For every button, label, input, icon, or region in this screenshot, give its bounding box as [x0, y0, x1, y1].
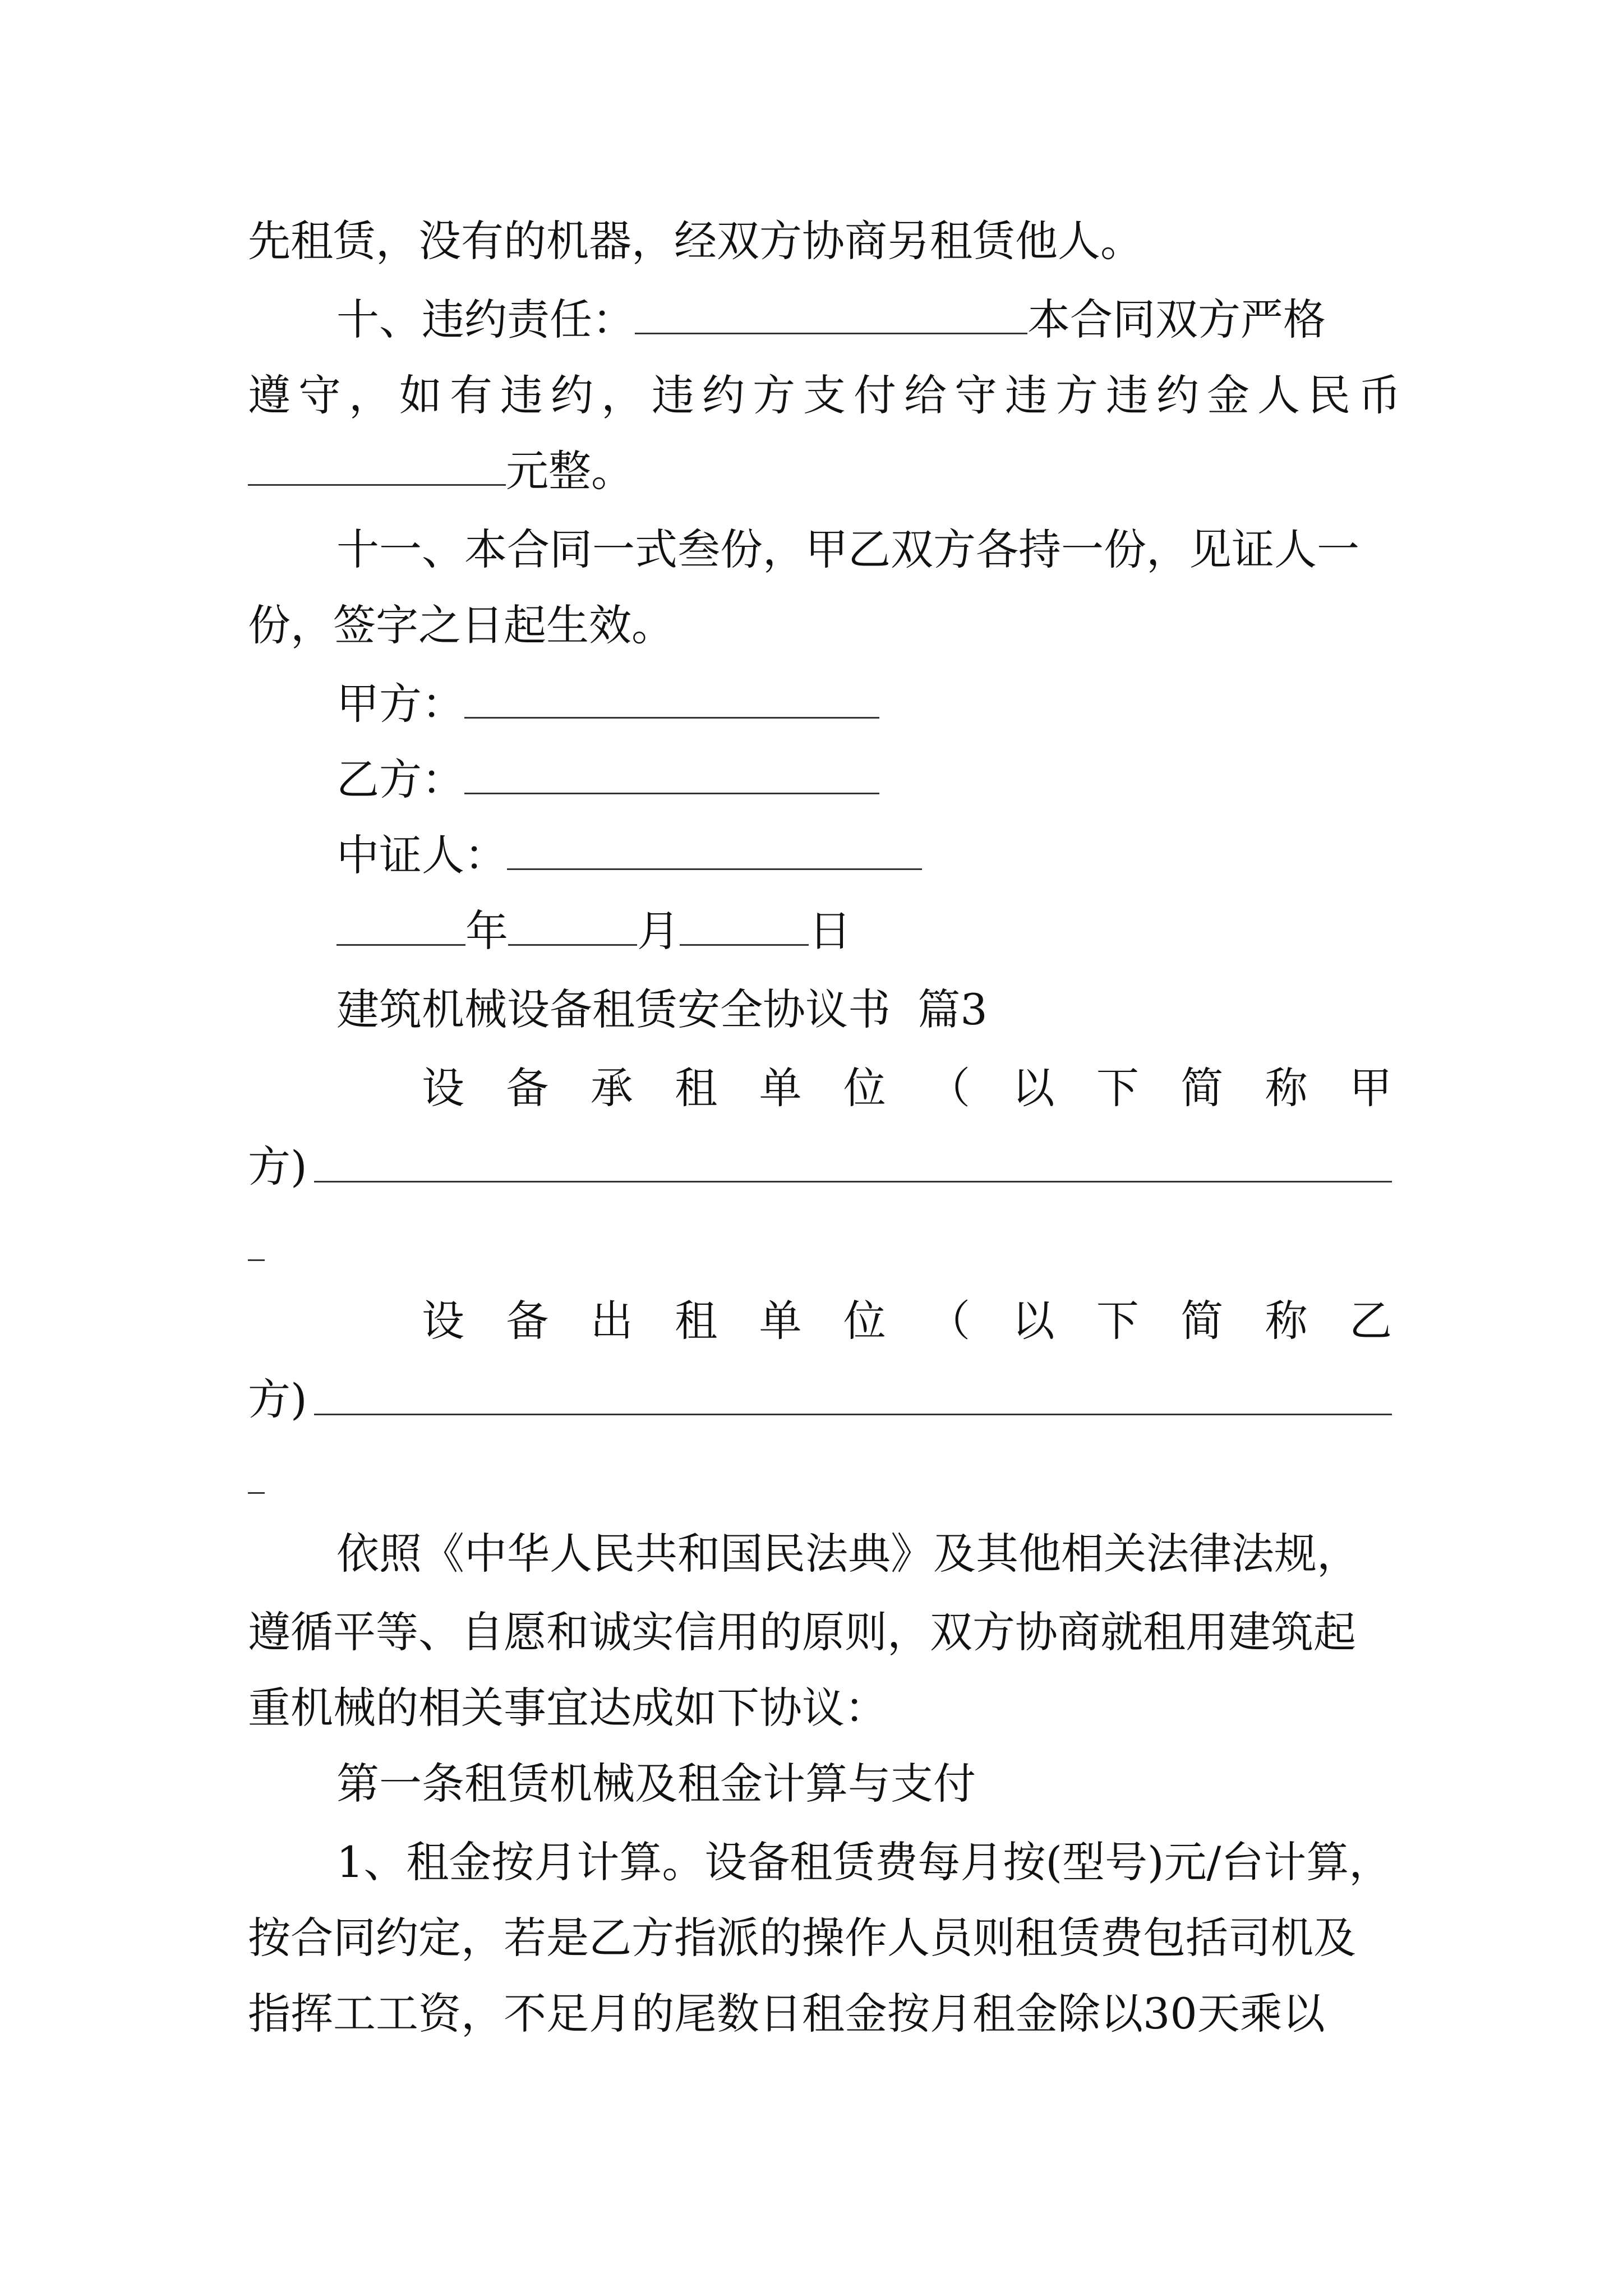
party-b-signature	[336, 752, 1481, 808]
day-blank	[680, 905, 809, 946]
lessee-char: 位	[843, 1063, 886, 1113]
text-line-content: 份，签字之日起生效。	[248, 600, 674, 650]
witness-blank	[507, 829, 922, 870]
lessee-char: 下	[1096, 1063, 1139, 1113]
lessor-char: 设	[422, 1296, 464, 1346]
text-line-content: 按合同约定，若是乙方指派的操作人员则租赁费包括司机及	[248, 1913, 1356, 1963]
penalty-amount-line	[248, 443, 1392, 499]
lessor-name-blank	[314, 1414, 1392, 1415]
text-line-content: 遵循平等、自愿和诚实信用的原则，双方协商就租用建筑起	[248, 1607, 1356, 1657]
text-line-content: 1、租金按月计算。设备租赁费每月按(型号)元/台计算，	[336, 1837, 1392, 1887]
text-line	[248, 1986, 1392, 2042]
lessor-char: 单	[759, 1296, 802, 1346]
text-line	[248, 213, 1392, 269]
lessee-name-line	[248, 1139, 1392, 1195]
lessor-char: 出	[590, 1296, 633, 1346]
text-line-content: 依照《中华人民共和国民法典》及其他相关法律法规，	[336, 1529, 1359, 1579]
witness-signature	[336, 827, 1481, 884]
text-line	[336, 1526, 1392, 1582]
section-title-text: 建筑机械设备租赁安全协议书 篇3	[336, 984, 988, 1034]
text-line	[336, 522, 1392, 578]
lessor-char: 位	[843, 1296, 886, 1346]
lessor-char: 乙	[1349, 1296, 1392, 1346]
lessee-char: 以	[1012, 1063, 1055, 1113]
text-line	[248, 1910, 1392, 1966]
text-line	[248, 1604, 1392, 1660]
text-line-content: 遵守，如有违约，违约方支付给守违方违约金人民币	[248, 370, 1409, 420]
year-blank	[336, 905, 465, 946]
lessor-name-blank-overflow	[248, 1492, 265, 1494]
day-label: 日	[809, 906, 851, 956]
party-b-blank	[464, 753, 879, 794]
lessee-char: 称	[1265, 1063, 1308, 1113]
lessor-char: 以	[1012, 1296, 1055, 1346]
lessor-char: （	[928, 1296, 971, 1346]
lessor-char: 称	[1265, 1296, 1308, 1346]
lessee-name-blank-overflow	[248, 1259, 265, 1261]
breach-blank	[635, 293, 1027, 334]
text-line	[248, 367, 1409, 424]
penalty-unit: 元整。	[506, 446, 634, 496]
article-heading	[336, 1756, 1481, 1812]
text-line-content: 十一、本合同一式叁份，甲乙双方各持一份，见证人一	[336, 524, 1359, 574]
text-line	[248, 597, 1392, 654]
date-line	[336, 903, 1481, 959]
section-title	[336, 982, 1481, 1038]
witness-label: 中证人：	[336, 830, 507, 880]
lessee-char: 简	[1181, 1063, 1224, 1113]
lessee-char: 单	[759, 1063, 802, 1113]
breach-label: 十、违约责任：	[336, 295, 635, 344]
lessor-name-line	[248, 1372, 1392, 1428]
lessee-char: 备	[506, 1063, 549, 1113]
lessee-char: 设	[422, 1063, 464, 1113]
party-a-label: 甲方：	[336, 679, 464, 729]
month-label: 月	[637, 906, 680, 956]
year-label: 年	[465, 906, 508, 956]
lessor-char: 租	[675, 1296, 718, 1346]
text-line	[248, 1680, 1392, 1736]
penalty-blank	[248, 445, 506, 486]
lessor-char: 下	[1096, 1296, 1139, 1346]
text-line-content: 先租赁，没有的机器，经双方协商另租赁他人。	[248, 216, 1143, 266]
lessee-char: （	[928, 1063, 971, 1113]
lessee-char: 甲	[1349, 1063, 1392, 1113]
lessor-tail: 方)	[248, 1374, 307, 1424]
party-a-signature	[336, 676, 1481, 732]
text-line-content: 重机械的相关事宜达成如下协议：	[248, 1683, 887, 1733]
lessor-char: 简	[1181, 1296, 1224, 1346]
month-blank	[508, 905, 637, 946]
text-line-content: 指挥工工资，不足月的尾数日租金按月租金除以30天乘以	[248, 1989, 1325, 2039]
breach-clause-line	[336, 292, 1392, 348]
breach-tail: 本合同双方严格	[1027, 295, 1326, 344]
lessee-char: 承	[590, 1063, 633, 1113]
lessee-name-blank	[314, 1181, 1392, 1182]
text-line	[336, 1834, 1392, 1890]
lessor-char: 备	[506, 1296, 549, 1346]
lessee-char: 租	[675, 1063, 718, 1113]
lessee-label-line	[422, 1060, 1392, 1116]
party-a-blank	[464, 678, 879, 719]
lessee-tail: 方)	[248, 1142, 307, 1191]
party-b-label: 乙方：	[336, 754, 464, 804]
article-heading-text: 第一条租赁机械及租金计算与支付	[336, 1759, 976, 1809]
lessor-label-line	[422, 1293, 1392, 1349]
